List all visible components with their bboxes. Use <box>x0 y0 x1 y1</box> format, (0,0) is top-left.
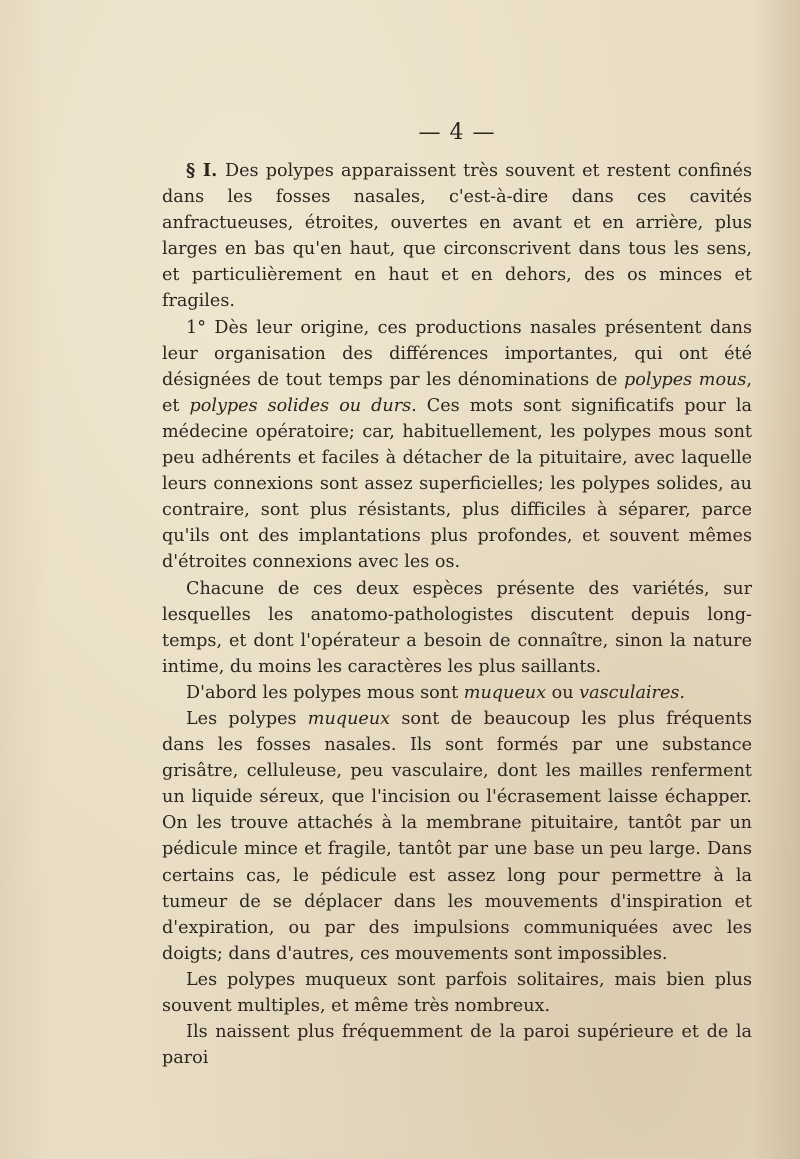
italic-term: polypes solides ou durs. <box>189 395 417 416</box>
paragraph-mucous-description <box>162 706 752 967</box>
paragraph-multiplicity <box>162 967 752 1019</box>
italic-term: muqueux <box>463 682 547 703</box>
paragraph-text: Des polypes apparaissent très souvent et restent confinés dans les fosses nasales, c'est-à-dire dans ces cavités anfractueuses, étroites, ouvertes en avant et en arrière, plus larges en bas qu'en haut, que circonscrivent dans tous les sens, et particulièrement en haut et en dehors, des os minces et fragiles. <box>162 161 752 312</box>
paragraph-text: Les polypes <box>186 708 308 729</box>
paragraph-text: D'abord les polypes mous sont <box>186 682 464 703</box>
paragraph-text: 1° Dès leur origine, ces productions nasales présentent dans leur organisation des différences importantes, qui ont été désignées de tout temps par les dénominations de <box>162 317 752 390</box>
section-marker: § I. <box>186 160 225 181</box>
italic-term: muqueux <box>307 708 391 729</box>
paragraph-soft-hard-polyps <box>162 315 752 576</box>
paragraph-text: sont de beaucoup les plus fréquents dans les fosses nasales. Ils sont formés par une substance grisâtre, celluleuse, peu vasculaire, dont les mailles renferment un liquide séreux, que l'incision ou l'écrasement laisse échapper. On les trouve attachés à la membrane pituitaire, tantôt par un pédicule mince et fragile, tantôt par une base un peu large. Dans certains cas, le pédicule est assez long pour permettre à la tumeur de se déplacer dans les mouvements d'inspiration et d'expiration, ou par des impulsions communiquées avec les doigts; dans d'autres, ces mouvements sont impossibles. <box>162 708 753 964</box>
paragraph-text: Ces mots sont significatifs pour la médecine opératoire; car, habituellement, les polypes mous sont peu adhérents et faciles à détacher de la pituitaire, avec laquelle leurs connexions sont assez superficielles; les polypes solides, au contraire, sont plus résistants, plus difficiles à séparer, parce qu'ils ont des implantations plus profondes, et souvent mêmes d'étroites connexions avec les os. <box>162 395 753 573</box>
italic-term: polypes mous <box>624 369 747 390</box>
paragraph-text: Ils naissent plus fréquemment de la paroi supérieure et de la paroi <box>162 1022 752 1069</box>
paragraph-text: Les polypes muqueux sont parfois solitaires, mais bien plus souvent multiples, et même très nombreux. <box>162 969 752 1016</box>
paragraph-origin <box>162 1019 752 1071</box>
page-number: — 4 — <box>418 120 496 145</box>
paragraph-varieties <box>162 576 752 680</box>
paragraph-text: Chacune de ces deux espèces présente des variétés, sur lesquelles les anatomo-pathologistes discutent depuis long-temps, et dont l'opérateur a besoin de connaître, sinon la nature intime, du moins les caractères les plus saillants. <box>162 578 752 677</box>
paragraph-text: ou <box>546 682 580 703</box>
paragraph-mucous-vascular <box>162 680 752 706</box>
paragraph-text: , et <box>162 369 752 416</box>
document-page <box>162 118 752 1071</box>
paragraph-section-1 <box>162 158 752 315</box>
italic-term: vasculaires. <box>579 682 686 703</box>
